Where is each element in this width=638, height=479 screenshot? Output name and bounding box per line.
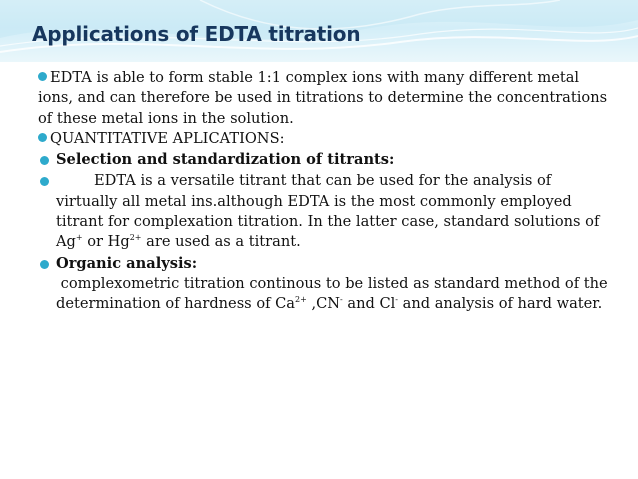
bullet-paragraph-4: [38, 171, 608, 252]
paragraph-text: EDTA is able to form stable 1:1 complex ions with many different metal ions, and can therefore be used in titrations to determine the concentrations of these metal ions in the solution.: [38, 69, 608, 127]
paragraph-text: are used as a titrant.: [141, 233, 301, 251]
subheading-text: Organic analysis:: [56, 254, 198, 272]
paragraph-text: or Hg: [82, 233, 130, 251]
paragraph-text: ,CN: [306, 295, 341, 313]
bullet-dot-icon: [38, 72, 47, 81]
bullet-dot-icon: [40, 177, 49, 186]
bullet-paragraph-2: [38, 129, 608, 149]
paragraph-text: EDTA is a versatile titrant that can be used for the analysis of virtually all metal ins.although EDTA is the most commonly employed titrant for complexation titration. In the latter case, standard solutions of Ag: [56, 172, 600, 251]
bullet-paragraph-1: [38, 68, 608, 129]
superscript: +: [75, 233, 83, 243]
bullet-paragraph-3: [38, 150, 608, 170]
paragraph-text: and analysis of hard water.: [398, 295, 603, 313]
header-band: [0, 0, 638, 62]
paragraph-text: and Cl: [342, 295, 396, 313]
section-label: QUANTITATIVE APLICATIONS:: [50, 129, 285, 147]
superscript: -: [395, 295, 398, 305]
paragraph-6: [38, 274, 608, 315]
subheading-text: Selection and standardization of titrants:: [56, 151, 395, 169]
bullet-dot-icon: [40, 156, 49, 165]
slide-title: Applications of EDTA titration: [32, 22, 361, 46]
slide-content: [38, 68, 608, 315]
superscript: 2+: [129, 233, 142, 243]
superscript: 2+: [295, 295, 307, 305]
paragraph-text: complexometric titration continous to be listed as standard method of the determination of hardness of Ca: [56, 274, 608, 313]
bullet-paragraph-5: [38, 254, 608, 274]
superscript: -: [340, 295, 343, 305]
bullet-dot-icon: [38, 133, 47, 142]
bullet-dot-icon: [40, 260, 49, 269]
